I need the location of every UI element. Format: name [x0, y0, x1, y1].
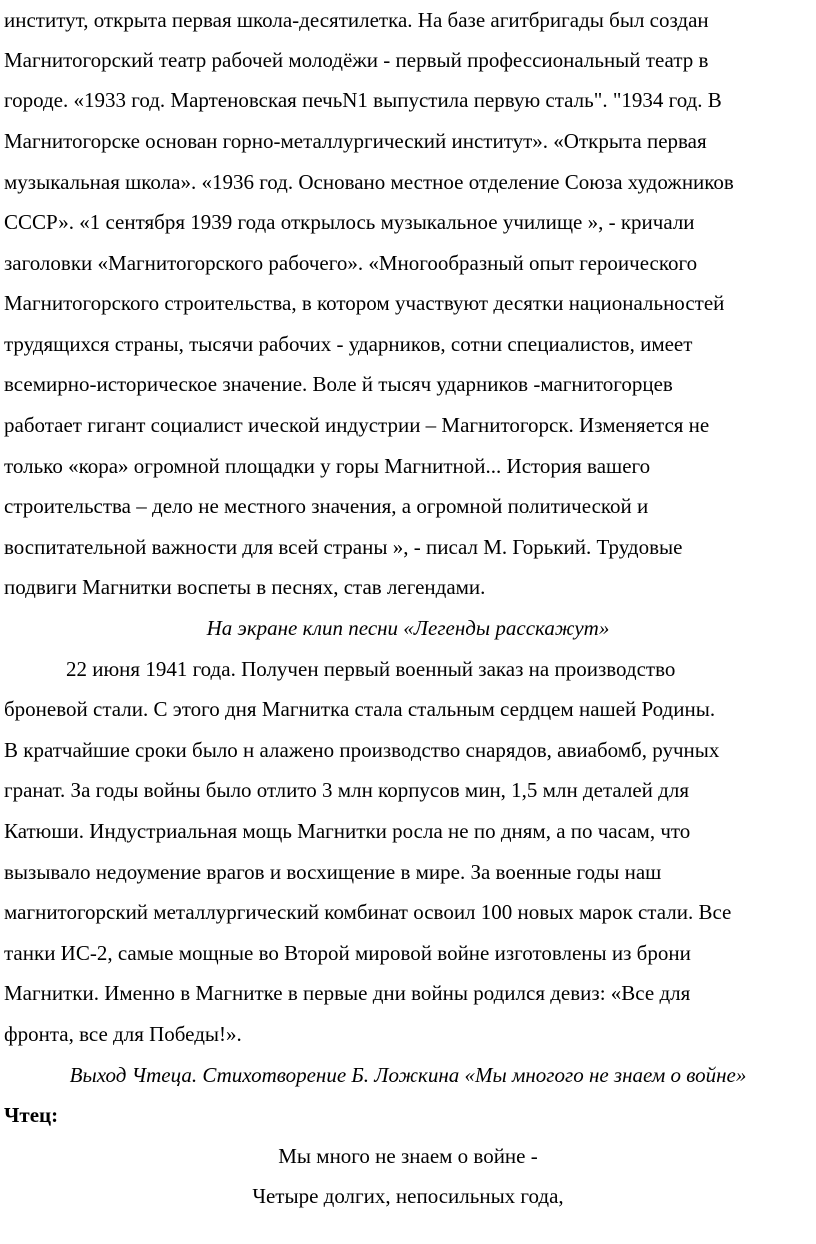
paragraph-2-line-10: фронта, все для Победы!». — [4, 1022, 242, 1046]
paragraph-1-line-15: подвиги Магнитки воспеты в песнях, став легендами. — [4, 575, 486, 599]
stage-direction-clip: На экране клип песни «Легенды расскажут» — [206, 616, 610, 640]
poem-line-1: Мы много не знаем о войне - — [278, 1144, 538, 1168]
paragraph-2-line-5: Катюши. Индустриальная мощь Магнитки росла не по дням, а по часам, что — [4, 819, 691, 843]
paragraph-1-line-6: СССР». «1 сентября 1939 года открылось музыкальное училище », - кричали — [4, 210, 695, 234]
paragraph-1-line-11: работает гигант социалист ической индустрии – Магнитогорск. Изменяется не — [4, 413, 710, 437]
paragraph-1-line-8: Магнитогорского строительства, в котором участвуют десятки национальностей — [4, 291, 725, 315]
paragraph-2-line-8: танки ИС-2, самые мощные во Второй мировой войне изготовлены из брони — [4, 941, 691, 965]
paragraph-1-line-2: Магнитогорский театр рабочей молодёжи - первый профессиональный театр в — [4, 48, 709, 72]
speaker-label: Чтец: — [4, 1103, 59, 1127]
paragraph-1-line-4: Магнитогорске основан горно-металлургический институт». «Открыта первая — [4, 129, 707, 153]
paragraph-2-line-9: Магнитки. Именно в Магнитке в первые дни войны родился девиз: «Все для — [4, 981, 691, 1005]
paragraph-1-line-9: трудящихся страны, тысячи рабочих - ударников, сотни специалистов, имеет — [4, 332, 693, 356]
paragraph-1-line-13: строительства – дело не местного значения, а огромной политической и — [4, 494, 649, 518]
paragraph-2-line-2: броневой стали. С этого дня Магнитка стала стальным сердцем нашей Родины. — [4, 697, 716, 721]
paragraph-1-line-10: всемирно-историческое значение. Воле й тысяч ударников -магнитогорцев — [4, 372, 673, 396]
paragraph-2-line-1: 22 июня 1941 года. Получен первый военный заказ на производство — [66, 657, 676, 681]
paragraph-2-line-3: В кратчайшие сроки было н алажено производство снарядов, авиабомб, ручных — [4, 738, 720, 762]
paragraph-2-line-7: магнитогорский металлургический комбинат освоил 100 новых марок стали. Все — [4, 900, 732, 924]
paragraph-1-line-3: городе. «1933 год. Мартеновская печьN1 выпустила первую сталь". "1934 год. В — [4, 88, 722, 112]
paragraph-1-line-12: только «кора» огромной площадки у горы Магнитной... История вашего — [4, 454, 651, 478]
paragraph-1-line-7: заголовки «Магнитогорского рабочего». «Многообразный опыт героического — [4, 251, 698, 275]
paragraph-2-line-4: гранат. За годы войны было отлито 3 млн корпусов мин, 1,5 млн деталей для — [4, 778, 689, 802]
paragraph-2-line-6: вызывало недоумение врагов и восхищение в мире. За военные годы наш — [4, 860, 662, 884]
poem-line-2: Четыре долгих, непосильных года, — [252, 1184, 564, 1208]
stage-direction-reader: Выход Чтеца. Стихотворение Б. Ложкина «Мы многого не знаем о войне» — [69, 1063, 747, 1087]
paragraph-1-line-1: институт, открыта первая школа-десятилетка. На базе агитбригады был создан — [4, 8, 709, 32]
paragraph-1-line-5: музыкальная школа». «1936 год. Основано местное отделение Союза художников — [4, 170, 734, 194]
paragraph-1-line-14: воспитательной важности для всей страны », - писал М. Горький. Трудовые — [4, 535, 683, 559]
